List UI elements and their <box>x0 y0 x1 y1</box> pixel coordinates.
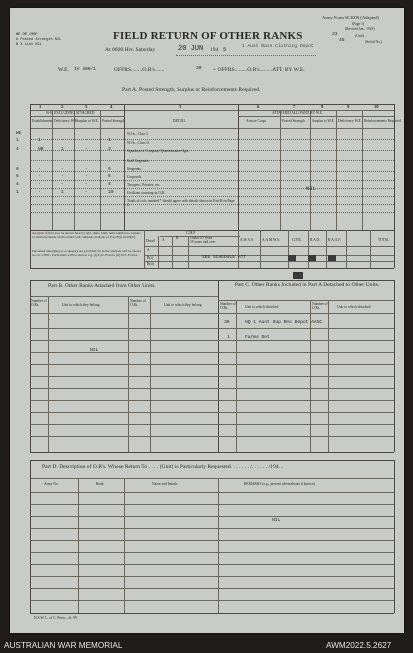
col1-value: 1 <box>38 138 41 143</box>
part-a-title: Part A. Posted Strength, Surplus or Reinforcements Required. <box>122 87 261 93</box>
part-b-head-num-2: Number of O.Rs. <box>130 299 146 307</box>
analysis-head-ran: R.A.N. <box>310 238 321 242</box>
col4-value: 1 <box>108 138 111 143</box>
army-form-number: Army Form W.3009 (Adapted) <box>322 15 379 20</box>
page-note: (Page 1) <box>352 22 365 26</box>
ors-typed: 30 <box>196 66 202 71</box>
head-surplus: Surplus to W.E. <box>76 119 99 123</box>
head-deficiency: Deficiency W.E. <box>54 119 78 123</box>
analysis-head-detail: Detail <box>146 239 155 243</box>
part-c-head-num-2: Number of O.Rs. <box>312 302 328 310</box>
row-mark: 6 <box>16 174 19 179</box>
revised-note: (Revised Jan., 1943) <box>345 27 375 31</box>
analysis-head-total: TOTAL <box>378 238 390 242</box>
analysis-head-raaf: R.A.A.F. <box>328 238 341 242</box>
col4-value: 4 <box>108 182 111 187</box>
we-typed: IV 400/1 <box>74 67 97 72</box>
col4-value: 10 <box>108 190 114 195</box>
col1-value: - <box>38 190 41 195</box>
redaction-mark-1 <box>288 255 296 261</box>
page-title: FIELD RETURN OF OTHER RANKS <box>113 30 303 42</box>
detail-label: Troopers, Privates, etc. <box>127 183 161 187</box>
footer-accession: AWM2022.5.2627 <box>326 641 392 650</box>
col-num-4: 4 <box>110 104 113 109</box>
detail-label: Civilians counting as O.R. <box>127 191 166 195</box>
part-c-row1-num: 30 <box>224 320 230 325</box>
group-right: ATTACHED ALLOWED BY W.E. <box>272 111 323 115</box>
analysis-head-awas: A.W.A.S. <box>240 238 254 242</box>
detail-label: Totals of cols. marked * should agree with details shown in Part B on Page 2. <box>127 199 235 207</box>
analysis-head-a: A <box>162 238 165 242</box>
part-b-nil: NIL <box>90 348 99 353</box>
detail-label: Squadron or Company Quartermaster-Sgts. <box>127 149 190 153</box>
nil-attached: NIL <box>306 185 317 192</box>
document-sheet <box>10 8 404 633</box>
col2-value: - <box>61 174 64 179</box>
date-typed: 20 JUN <box>178 45 204 53</box>
hrs-line: At 0600 Hrs. Saturday <box>105 47 156 53</box>
detail-label: W.Os., Class I. <box>127 132 149 136</box>
footer-institution: AUSTRALIAN WAR MEMORIAL <box>4 641 123 650</box>
part-c-title: Part C. Other Ranks Included in Part A Detached to Other Units. <box>234 282 380 288</box>
head-deficiency-att: Deficiency W.E. <box>338 119 362 123</box>
col-num-2: 2 <box>61 104 64 109</box>
head-detail: DETAIL <box>173 119 186 123</box>
analysis-row-bi: B(i) <box>147 256 153 260</box>
plus-offrs: + OFFRS.........O.R's.........ATT. BY W.E. <box>213 67 305 73</box>
we-label: W.E. <box>58 67 69 73</box>
analysis-head-under19: Under 19 Years <box>190 236 213 240</box>
serial-num-2: 45 <box>339 38 345 43</box>
analysis-head-civil: CIVIL <box>292 238 302 242</box>
part-b-head-num-1: Number of O.Rs. <box>31 299 47 307</box>
col2-value: - <box>61 138 64 143</box>
row-mark: 1 <box>16 190 19 195</box>
col1-value: - <box>38 174 41 179</box>
redaction-mark-4 <box>293 272 303 279</box>
col3-value: - <box>85 182 88 187</box>
analysis-head-aamws: A.A.M.W.S. <box>262 238 280 242</box>
analysis-head-19over: 19 years and over <box>190 240 216 244</box>
part-d-nil: NIL <box>272 518 281 523</box>
head-posted: Posted Strength <box>102 119 125 123</box>
col4-value: 6 <box>108 174 111 179</box>
col-num-6: 6 <box>257 104 260 109</box>
offrs-label: OFFRS........O.R's....... <box>114 67 165 73</box>
row-mark: 4 <box>16 147 19 152</box>
col3-value: - <box>85 174 88 179</box>
head-reinforcements: Reinforcements Required <box>364 119 401 123</box>
printer-line: N.S.W. L. of C. Press—3t. 99 <box>34 616 77 620</box>
row-mark: 4 <box>16 182 19 187</box>
col-num-1: 1 <box>39 104 42 109</box>
col2-value: - <box>61 182 64 187</box>
row-mark: 1 <box>16 138 19 143</box>
part-c-row2-unit: Farms Det <box>245 335 270 340</box>
col-num-9: 9 <box>347 104 350 109</box>
analysis-row-bii: B(ii) <box>147 262 154 266</box>
group-left: W.E. EXCLUDING ATTACHED <box>46 111 95 115</box>
serial-num-1: 23 <box>332 32 338 37</box>
part-c-row1-unit: HQ 1 Aust Sup Res Depot AASC <box>245 320 323 325</box>
row-mark: 6 <box>16 167 19 172</box>
year-print: 194 <box>210 47 219 53</box>
col3-value: - <box>85 190 88 195</box>
col4-value: 3 <box>108 147 111 152</box>
col3-value: - <box>85 138 88 143</box>
head-posted-att: Posted Strength <box>282 119 305 123</box>
part-b-head-unit-1: Unit to which they belong <box>62 303 100 307</box>
row-mark: WE <box>16 131 22 136</box>
year-typed: 5 <box>223 46 227 53</box>
analysis-row-a: A <box>147 248 150 252</box>
part-c-head-unit-1: Unit to which detached <box>245 305 279 309</box>
serial-no-label: (Serial No.) <box>365 40 382 44</box>
col-num-7: 7 <box>293 104 296 109</box>
col2-value: 1 <box>61 147 64 152</box>
top-left-line-2: A Posted Strength NIL <box>16 38 62 42</box>
redaction-mark-3 <box>328 255 336 261</box>
col4-value: 6 <box>108 167 111 172</box>
col1-value: - <box>38 182 41 187</box>
head-surplus-att: Surplus to W.E. <box>312 119 335 123</box>
analysis-head-b: B <box>176 236 179 240</box>
part-c-head-unit-2: Unit to which detached <box>337 305 371 309</box>
detail-label: Sergeants. <box>127 167 142 171</box>
part-d-head-army-no: Army No. <box>44 482 59 486</box>
head-arm: Arm or Corps <box>246 119 266 123</box>
col-num-10: 10 <box>374 104 379 109</box>
col2-value: - <box>61 167 64 172</box>
part-d-head-rank: Rank <box>96 482 104 486</box>
detail-label: Staff Sergeants. <box>127 159 150 163</box>
part-d-head-remarks: REMARKS (e.g., present whereabouts if known). <box>244 482 316 486</box>
analysis-note: Analysis of Part A to be shown here by ALL units. Only units entitled to surplus or reinforcements of this return will complete analysis of Part B(i) and B(ii). <box>32 231 141 239</box>
personnel-note: Personnel belonging to a category not provided for in the analysis will be shown in col. CIVIL. Particulars will be shown, e.g. (i) U.K. Forces, (ii) N.Z. Forces. <box>32 249 142 257</box>
col2-value: 1 <box>61 190 64 195</box>
col3-value: - <box>85 167 88 172</box>
unit-typed: 1 Aust Base Clothing Depot <box>242 44 314 49</box>
part-b-dash: - <box>48 318 51 323</box>
part-d-title: Part D. Description of O.R's. Whose Return To . . . . (Unit) is Particularly Requested. . . . . . . /. . . . . . /194. . <box>42 464 283 470</box>
unit-label: (Unit) <box>355 34 364 38</box>
part-b-title: Part B. Other Ranks Attached from Other Units. <box>48 283 156 289</box>
part-c-row2-num: 1 <box>227 335 230 340</box>
col-num-8: 8 <box>321 104 324 109</box>
cmf-label: C.M.F. <box>186 231 196 235</box>
see-schedule: SEE SCHEDULE ATT <box>202 255 247 260</box>
archive-footer <box>0 639 413 653</box>
top-left-line-1: WE OR LMGP <box>16 33 38 37</box>
part-c-head-num-1: Number of O.Rs. <box>220 302 236 310</box>
detail-label: Corporals. <box>127 175 143 179</box>
col1-value: NR <box>38 147 44 152</box>
col3-value: - <box>85 147 88 152</box>
detail-label: W.Os., Class II. <box>127 141 150 145</box>
top-left-line-3: B X List NIL <box>16 43 42 47</box>
head-establishment: Establishment <box>32 119 53 123</box>
part-b-head-unit-2: Unit to which they belong <box>164 303 202 307</box>
redaction-mark-2 <box>308 255 316 261</box>
part-d-head-name: Name and Initials <box>152 482 178 486</box>
col-num-5: 5 <box>179 104 182 109</box>
col-num-3: 3 <box>85 104 88 109</box>
col1-value: - <box>38 167 41 172</box>
